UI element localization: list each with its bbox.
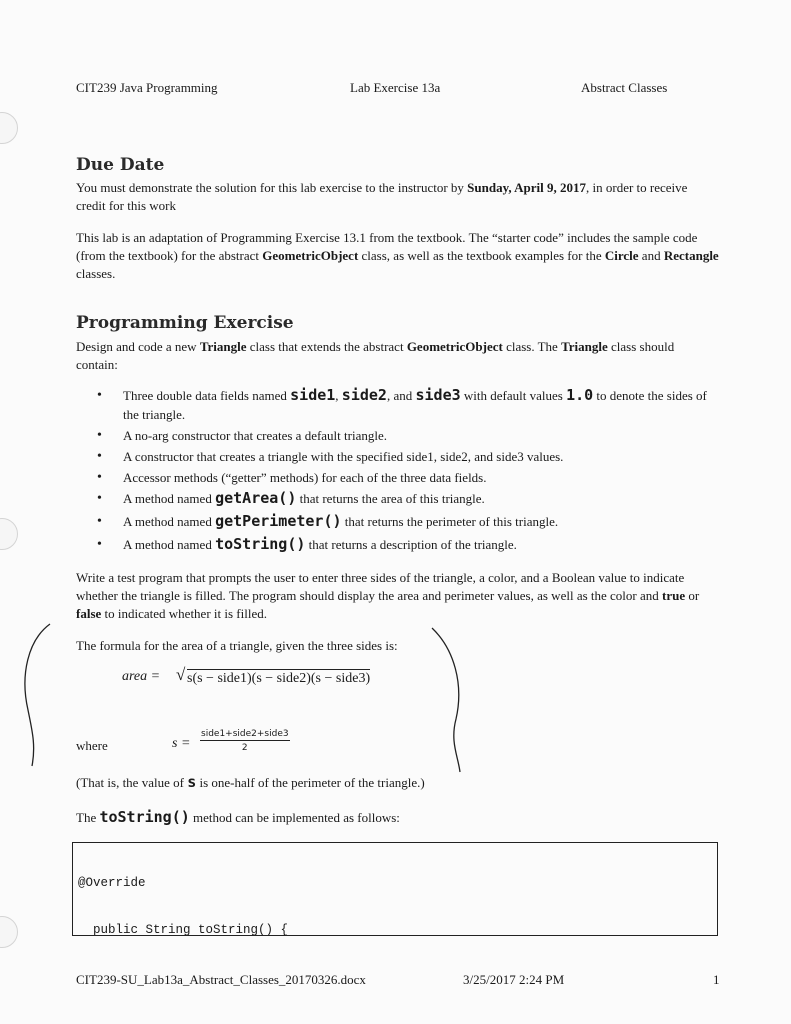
- s-fraction: [200, 729, 290, 753]
- code-snippet: [72, 842, 718, 936]
- due-date-heading: Due Date: [76, 155, 165, 175]
- s-denominator: 2: [241, 743, 248, 753]
- header-course: CIT239 Java Programming: [76, 80, 218, 95]
- s-label: s =: [172, 736, 191, 751]
- list-item: • Accessor methods (“getter” methods) for each of the three data fields.: [123, 468, 713, 487]
- test-program-paragraph: Write a test program that prompts the user to enter three sides of the triangle, a color, and a Boolean value to indicate whether the triangle is filled. The program should display the area and perimeter values, as well as the color and true or false to indicated whether it is filled.: [76, 570, 700, 621]
- where-label: where: [76, 738, 108, 753]
- header-lab: Lab Exercise 13a: [350, 80, 441, 95]
- punch-hole-top: [0, 112, 18, 144]
- adaptation-paragraph: This lab is an adaptation of Programming Exercise 13.1 from the textbook. The “starter code” includes the sample code (from the textbook) for the abstract GeometricObject class, as well as the textbook examples for the Circle and Rectangle classes.: [76, 230, 719, 281]
- list-item: • A constructor that creates a triangle with the specified side1, side2, and side3 values.: [123, 447, 713, 466]
- list-item: • A method named getArea() that returns the area of this triangle.: [123, 489, 713, 508]
- area-label: area =: [122, 669, 161, 684]
- punch-hole-bottom: [0, 916, 18, 948]
- due-date-value: Sunday, April 9, 2017: [467, 180, 587, 195]
- due-date-paragraph: You must demonstrate the solution for this lab exercise to the instructor by Sunday, April 9, 2017, in order to receive credit for this work: [76, 180, 688, 213]
- area-expression: s(s − side1)(s − side2)(s − side3): [187, 671, 371, 686]
- header-topic: Abstract Classes: [581, 80, 668, 95]
- s-numerator: side1+side2+side3: [201, 729, 289, 739]
- exercise-intro: Design and code a new Triangle class that extends the abstract GeometricObject class. The Triangle class should contain:: [76, 339, 675, 372]
- handwritten-bracket-left: [14, 620, 54, 770]
- tostring-intro: The toString() method can be implemented as follows:: [76, 808, 400, 826]
- requirements-list: [123, 386, 713, 556]
- code-line: @Override: [78, 876, 146, 890]
- list-item: • A no-arg constructor that creates a default triangle.: [123, 426, 713, 445]
- formula-intro: The formula for the area of a triangle, given the three sides is:: [76, 638, 398, 653]
- handwritten-bracket-right: [428, 624, 468, 774]
- list-item: • Three double data fields named side1, side2, and side3 with default values 1.0 to denote the sides of the triangle.: [123, 386, 713, 424]
- perimeter-note: (That is, the value of s is one-half of the perimeter of the triangle.): [76, 773, 425, 791]
- exercise-heading: Programming Exercise: [76, 313, 294, 333]
- code-line: public String toString() {: [78, 922, 289, 936]
- list-item: • A method named toString() that returns a description of the triangle.: [123, 535, 713, 554]
- sqrt-sign: √: [176, 665, 186, 684]
- footer-filename: CIT239-SU_Lab13a_Abstract_Classes_20170326.docx: [76, 972, 366, 987]
- footer-page-number: 1: [713, 972, 720, 987]
- punch-hole-middle: [0, 518, 18, 550]
- footer-datetime: 3/25/2017 2:24 PM: [463, 972, 565, 987]
- list-item: • A method named getPerimeter() that returns the perimeter of this triangle.: [123, 512, 713, 531]
